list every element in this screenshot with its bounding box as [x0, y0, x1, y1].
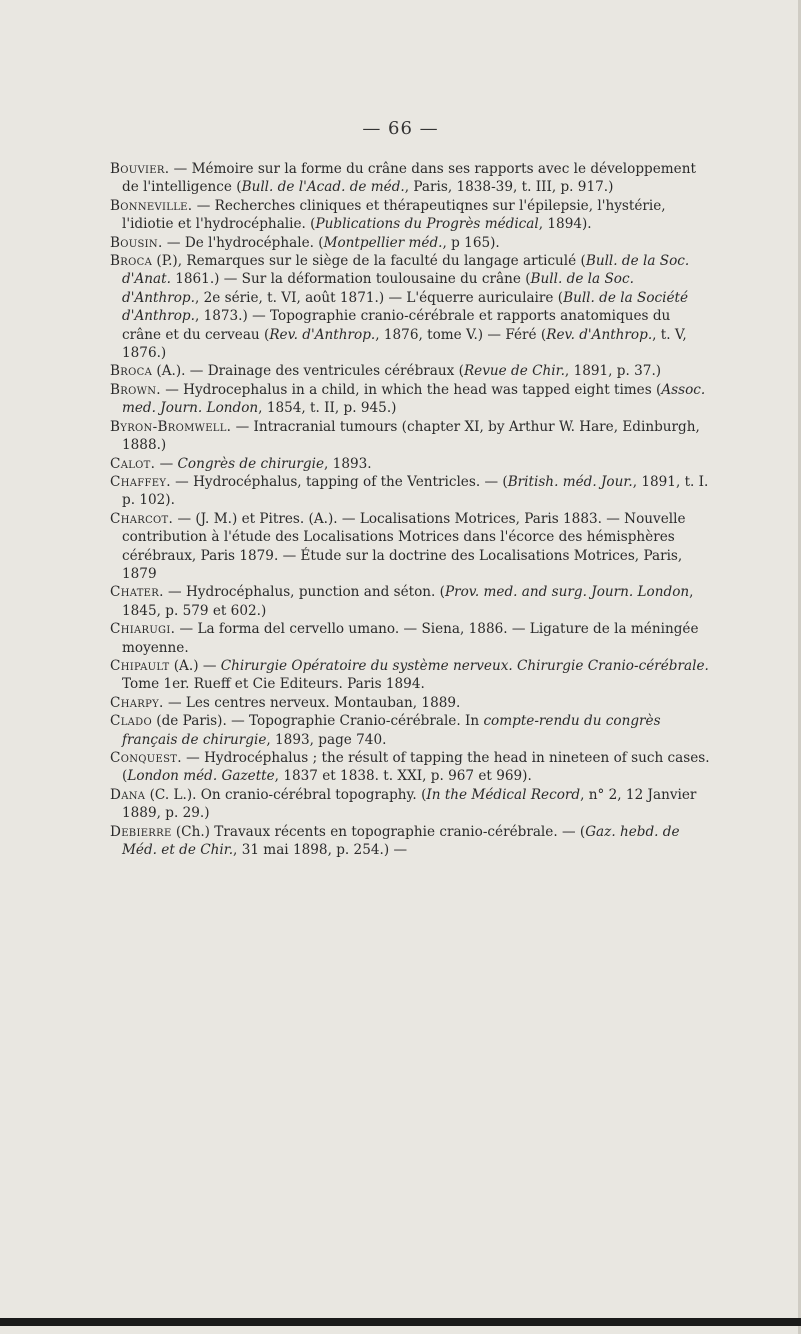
entry-text: , 2e série, t. VI, août 1871.) — L'équerre auriculaire (	[194, 289, 564, 306]
bibliography-entry	[110, 455, 710, 473]
entry-author: Broca	[110, 253, 153, 270]
entry-text: — (J. M.) et Pitres. (A.). — Localisations Motrices, Paris 1883. — Nouvelle contribution à l'étude des Localisations Motrices dans l'écorce des hémisphères cérébraux, Paris 1879. — Étude sur la doctrine des Localisations Motrices, Paris, 1879	[122, 510, 686, 582]
entry-text: — Hydrocéphalus, tapping of the Ventricles. — (	[170, 473, 508, 490]
bibliography-entry	[110, 583, 710, 620]
entry-text: (A.). — Drainage des ventricules cérébraux (	[152, 363, 464, 380]
bibliography-list	[110, 160, 710, 859]
entry-text: — Mémoire sur la forme du crâne dans ses rapports avec le développement de l'intelligence (	[122, 161, 696, 196]
entry-text: —	[155, 455, 178, 472]
entry-text: Tome 1er. Rueff et Cie Editeurs. Paris 1894.	[122, 676, 425, 693]
entry-source-title: Rev. d'Anthrop.	[269, 326, 376, 343]
entry-author: Calot.	[110, 455, 156, 472]
entry-text: — Les centres nerveux. Montauban, 1889.	[163, 694, 461, 711]
entry-author: Byron-Bromwell.	[110, 418, 232, 435]
entry-text: , p 165).	[442, 234, 500, 251]
bibliography-entry	[110, 473, 710, 510]
entry-author: Bouvier.	[110, 161, 170, 177]
entry-text: , 1873.) — Topographie cranio-cérébrale et rapports anatomiques du crâne et du cerveau (	[122, 308, 671, 343]
entry-text: , t. V, 1876.)	[122, 326, 687, 362]
entry-author: Charpy.	[110, 694, 164, 711]
entry-text: (P.), Remarques sur le siège de la faculté du langage articulé (	[152, 253, 586, 270]
entry-source-title: British. méd. Jour.	[507, 473, 633, 490]
entry-text: — Recherches cliniques et thérapeutiqnes sur l'épilepsie, l'hystérie, l'idiotie et l'hydrocéphalie. (	[122, 197, 666, 233]
entry-source-title: Publications du Progrès médical	[315, 216, 539, 233]
entry-text: , 1894).	[538, 216, 592, 233]
entry-text: (A.) —	[169, 657, 221, 674]
entry-author: Charcot.	[110, 510, 174, 527]
bibliography-entry	[110, 381, 710, 418]
bibliography-entry	[110, 418, 710, 455]
bibliography-entry	[110, 786, 710, 823]
entry-source-title: Chirurgie Opératoire du système nerveux. Chirurgie Cranio-cérébrale.	[220, 657, 709, 674]
entry-author: Clado	[110, 713, 152, 730]
entry-author: Bonneville.	[110, 197, 193, 214]
bibliography-entry	[110, 657, 710, 694]
entry-source-title: compte-rendu du congrès français de chirurgie	[122, 713, 661, 748]
bibliography-entry	[110, 694, 710, 712]
entry-text: — De l'hydrocéphale. (	[162, 234, 324, 251]
entry-source-title: London méd. Gazette	[127, 768, 275, 785]
entry-text: — Hydrocéphalus ; the résult of tapping the head in nineteen of such cases. (	[122, 750, 710, 785]
bibliography-entry	[110, 823, 710, 860]
bibliography-entry	[110, 252, 710, 362]
entry-source-title: Bull. de la Soc. d'Anthrop.	[122, 271, 634, 306]
entry-text: , 1891, t. I. p. 102).	[122, 473, 709, 509]
entry-text: , 1893, page 740.	[266, 731, 387, 748]
entry-text: , 1854, t. II, p. 945.)	[258, 400, 397, 417]
entry-author: Chaffey.	[110, 473, 171, 490]
entry-source-title: Bull. de l'Acad. de méd.	[241, 179, 405, 196]
entry-text: (Ch.) Travaux récents en topographie cranio-cérébrale. — (	[171, 823, 586, 840]
entry-author: Broca	[110, 363, 153, 380]
bibliography-entry	[110, 197, 710, 234]
entry-text: , 1876, tome V.) — Féré (	[375, 326, 547, 343]
bibliography-entry	[110, 712, 710, 749]
scan-bottom-border	[0, 1318, 801, 1326]
bibliography-entry	[110, 510, 710, 584]
entry-source-title: Montpellier méd.	[323, 234, 443, 251]
entry-author: Chiarugi.	[110, 621, 176, 638]
entry-source-title: Assoc. med. Journ. London	[122, 381, 706, 417]
entry-text: (de Paris). — Topographie Cranio-cérébrale. In	[151, 713, 484, 730]
entry-author: Debierre	[110, 823, 172, 840]
entry-source-title: Prov. med. and surg. Journ. London	[444, 584, 690, 601]
entry-source-title: Congrès de chirurgie	[177, 455, 325, 472]
entry-source-title: Bull. de la Soc. d'Anat.	[122, 253, 690, 288]
page-number: — 66 —	[362, 118, 439, 139]
entry-text: 1861.) — Sur la déformation toulousaine du crâne (	[170, 271, 531, 288]
bibliography-entry	[110, 362, 710, 380]
bibliography-entry	[110, 620, 710, 657]
entry-text: — Intracranial tumours (chapter XI, by Arthur W. Hare, Edinburgh, 1888.)	[122, 418, 700, 454]
bibliography-entry	[110, 749, 710, 786]
entry-text: , 1837 et 1838. t. XXI, p. 967 et 969).	[274, 768, 532, 785]
entry-source-title: In the Médical Record	[426, 786, 581, 803]
entry-source-title: Revue de Chir.	[463, 363, 565, 380]
entry-text: — Hydrocephalus in a child, in which the head was tapped eight times (	[160, 381, 662, 398]
entry-text: , n° 2, 12 Janvier 1889, p. 29.)	[122, 786, 697, 822]
entry-text: , Paris, 1838-39, t. III, p. 917.)	[404, 179, 614, 196]
entry-text: , 1845, p. 579 et 602.)	[122, 584, 694, 619]
entry-text: (C. L.). On cranio-cérébral topography. (	[145, 786, 427, 803]
entry-author: Brown.	[110, 381, 161, 398]
entry-text: , 31 mai 1898, p. 254.) —	[233, 842, 408, 859]
entry-text: , 1891, p. 37.)	[564, 363, 662, 380]
bibliography-entry	[110, 234, 710, 252]
entry-author: Bousin.	[110, 234, 163, 251]
entry-source-title: Rev. d'Anthrop.	[546, 326, 653, 343]
entry-author: Dana	[110, 786, 146, 803]
entry-source-title: Bull. de la Société d'Anthrop.	[122, 289, 689, 325]
entry-text: , 1893.	[324, 455, 372, 472]
entry-author: Conquest.	[110, 750, 182, 766]
bibliography-entry	[110, 160, 710, 197]
entry-text: — La forma del cervello umano. — Siena, 1886. — Ligature de la méningée moyenne.	[122, 621, 699, 656]
entry-source-title: Gaz. hebd. de Méd. et de Chir.	[122, 823, 680, 859]
entry-text: — Hydrocéphalus, punction and séton. (	[163, 584, 445, 601]
entry-author: Chater.	[110, 584, 164, 601]
entry-author: Chipault	[110, 657, 170, 674]
